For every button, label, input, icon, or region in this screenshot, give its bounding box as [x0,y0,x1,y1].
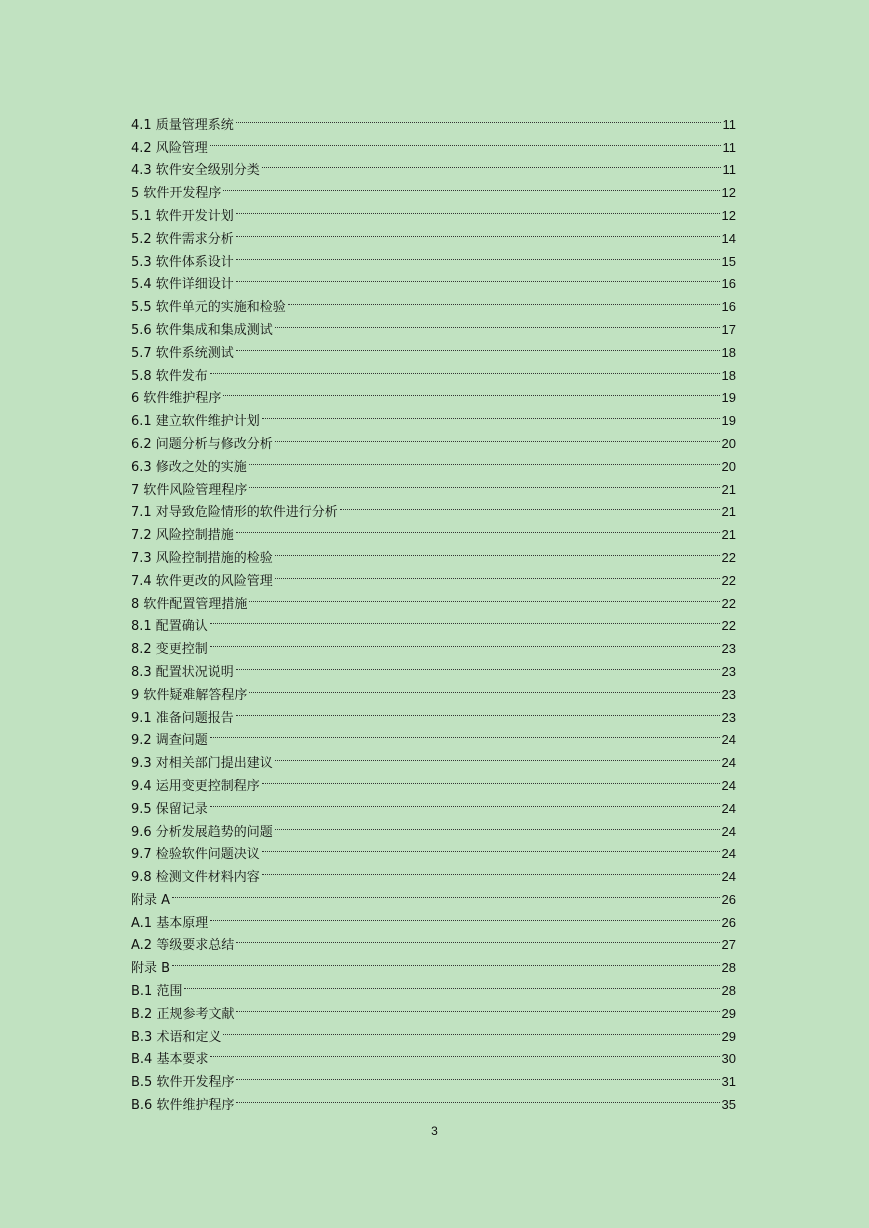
toc-entry[interactable] [131,813,736,840]
toc-entry-title: 7.3 风险控制措施的检验 [131,550,273,566]
toc-entry-page: 23 [721,686,736,702]
toc-entry-page: 22 [721,549,736,565]
toc-entry[interactable] [131,949,736,977]
table-of-contents [131,106,736,1114]
toc-entry[interactable] [131,904,736,931]
toc-dot-leader [236,106,721,129]
toc-entry-title: 4.2 风险管理 [131,140,208,156]
toc-entry-page: 26 [721,914,736,930]
toc-dot-leader [236,516,720,539]
toc-entry[interactable] [131,722,736,749]
toc-entry-title: 7.1 对导致危险情形的软件进行分析 [131,505,338,521]
toc-dot-leader [210,1041,719,1064]
toc-dot-leader [275,744,720,767]
toc-dot-leader [223,174,719,197]
toc-entry-title: 附录 B [131,961,171,977]
toc-entry-page: 15 [721,253,736,269]
toc-entry-title: 5.6 软件集成和集成测试 [131,322,273,338]
toc-dot-leader [172,881,720,904]
toc-entry-title: 4.1 质量管理系统 [131,117,234,133]
toc-dot-leader [236,334,720,357]
toc-dot-leader [210,630,720,653]
toc-entry[interactable] [131,152,736,179]
toc-entry-page: 17 [721,321,736,337]
toc-entry-title: 5.7 软件系统测试 [131,345,234,361]
toc-entry-title: 9.8 检测文件材料内容 [131,870,260,886]
toc-dot-leader [249,676,719,699]
toc-entry-page: 24 [721,869,736,885]
toc-entry-title: 7 软件风险管理程序 [131,482,248,498]
toc-entry-page: 12 [721,207,736,223]
toc-entry-title: 6.1 建立软件维护计划 [131,414,260,430]
toc-entry-title: B.1 范围 [131,984,183,1000]
toc-entry-page: 22 [721,572,736,588]
toc-dot-leader [184,972,719,995]
toc-entry-title: 7.2 风险控制措施 [131,528,234,544]
toc-entry-page: 24 [721,777,736,793]
toc-dot-leader [210,904,719,927]
toc-dot-leader [249,585,719,608]
toc-entry-title: 5.4 软件详细设计 [131,277,234,293]
toc-entry[interactable] [131,653,736,680]
toc-dot-leader [223,380,719,403]
toc-entry-page: 24 [721,846,736,862]
toc-dot-leader [210,129,721,152]
toc-entry-title: 9.6 分析发展趋势的问题 [131,824,273,840]
toc-entry-title: 6.2 问题分析与修改分析 [131,436,273,452]
toc-dot-leader [262,152,721,175]
toc-entry-page: 18 [721,344,736,360]
toc-dot-leader [236,927,719,950]
toc-dot-leader [210,790,720,813]
toc-entry-title: 8.3 配置状况说明 [131,664,234,680]
toc-dot-leader [236,995,719,1018]
toc-entry[interactable] [131,995,736,1022]
toc-entry-page: 21 [721,527,736,543]
toc-dot-leader [249,471,719,494]
toc-dot-leader [249,448,720,471]
toc-entry-page: 23 [721,641,736,657]
toc-entry-page: 31 [721,1074,736,1090]
toc-entry-title: 9.2 调查问题 [131,733,208,749]
toc-entry[interactable] [131,630,736,658]
toc-entry-page: 26 [721,891,736,907]
toc-entry-title: 5.8 软件发布 [131,368,208,384]
toc-entry-title: 9 软件疑难解答程序 [131,687,248,703]
toc-entry-title: 5 软件开发程序 [131,186,222,202]
toc-entry-title: 8.1 配置确认 [131,619,208,635]
toc-entry-title: B.3 术语和定义 [131,1029,222,1045]
toc-dot-leader [210,608,720,631]
toc-entry[interactable] [131,744,736,772]
toc-entry-title: 8 软件配置管理措施 [131,596,248,612]
toc-entry-page: 27 [721,937,736,953]
toc-entry-page: 20 [721,435,736,451]
toc-entry-page: 22 [721,595,736,611]
toc-dot-leader [262,402,720,425]
toc-entry[interactable] [131,881,736,908]
toc-entry-title: 6 软件维护程序 [131,391,222,407]
toc-entry-page: 23 [721,709,736,725]
toc-entry-page: 24 [721,755,736,771]
toc-entry-title: B.2 正规参考文献 [131,1006,235,1022]
toc-entry-page: 11 [722,139,736,155]
toc-dot-leader [275,311,720,334]
toc-entry[interactable] [131,608,736,635]
toc-entry[interactable] [131,357,736,384]
toc-dot-leader [262,836,720,859]
toc-entry-page: 21 [721,504,736,520]
toc-entry-title: 5.2 软件需求分析 [131,231,234,247]
toc-entry-page: 29 [721,1028,736,1044]
toc-dot-leader [275,813,720,836]
toc-entry[interactable] [131,129,736,156]
toc-dot-leader [236,653,720,676]
toc-entry-title: 9.3 对相关部门提出建议 [131,756,273,772]
toc-dot-leader [172,949,719,972]
toc-entry-title: 9.7 检验软件问题决议 [131,847,260,863]
toc-dot-leader [210,357,720,380]
toc-entry-page: 19 [721,390,736,406]
toc-entry-title: A.2 等级要求总结 [131,938,235,954]
toc-entry-title: 4.3 软件安全级别分类 [131,163,260,179]
toc-entry-title: 9.5 保留记录 [131,801,208,817]
toc-entry-title: 5.1 软件开发计划 [131,208,234,224]
toc-dot-leader [236,220,720,243]
toc-entry-title: 7.4 软件更改的风险管理 [131,573,273,589]
toc-entry[interactable] [131,1041,736,1068]
toc-dot-leader [236,197,720,220]
page-number: 3 [431,1124,438,1138]
toc-entry-title: 6.3 修改之处的实施 [131,459,247,475]
toc-entry-page: 16 [721,276,736,292]
toc-entry[interactable] [131,790,736,817]
toc-entry-title: 9.1 准备问题报告 [131,710,234,726]
toc-dot-leader [236,243,720,266]
toc-entry[interactable] [131,972,736,1000]
toc-entry-page: 23 [721,663,736,679]
toc-dot-leader [236,699,720,722]
toc-entry-title: 9.4 运用变更控制程序 [131,778,260,794]
toc-dot-leader [223,1018,719,1041]
toc-entry[interactable] [131,927,736,954]
toc-entry[interactable] [131,106,736,133]
toc-dot-leader [275,425,720,448]
toc-entry-page: 29 [721,1005,736,1021]
toc-entry-page: 18 [721,367,736,383]
toc-entry-page: 21 [721,481,736,497]
toc-entry-page: 35 [721,1097,736,1113]
toc-entry-title: A.1 基本原理 [131,915,209,931]
toc-entry-page: 12 [721,185,736,201]
toc-entry-page: 14 [721,230,736,246]
toc-entry-title: 8.2 变更控制 [131,642,208,658]
toc-dot-leader [236,1063,719,1086]
toc-entry[interactable] [131,1063,736,1091]
toc-dot-leader [340,494,720,517]
toc-entry-page: 28 [721,983,736,999]
toc-entry-page: 11 [722,162,736,178]
toc-entry-page: 30 [721,1051,736,1067]
toc-entry-page: 19 [721,413,736,429]
toc-entry[interactable] [131,380,736,407]
toc-entry-title: 5.5 软件单元的实施和检验 [131,300,286,316]
toc-entry-page: 16 [721,299,736,315]
toc-entry-title: 5.3 软件体系设计 [131,254,234,270]
toc-dot-leader [236,266,720,289]
toc-entry-page: 24 [721,732,736,748]
toc-dot-leader [262,767,720,790]
toc-dot-leader [275,539,720,562]
toc-entry-title: B.5 软件开发程序 [131,1075,235,1091]
toc-dot-leader [236,1086,719,1109]
toc-dot-leader [262,858,720,881]
toc-entry-page: 24 [721,823,736,839]
toc-entry-page: 20 [721,458,736,474]
toc-dot-leader [288,288,720,311]
toc-entry-title: B.4 基本要求 [131,1052,209,1068]
toc-entry-title: 附录 A [131,892,171,908]
toc-entry-title: B.6 软件维护程序 [131,1098,235,1114]
toc-entry-page: 22 [721,618,736,634]
toc-entry-page: 11 [722,116,736,132]
toc-entry-page: 28 [721,960,736,976]
toc-dot-leader [210,722,720,745]
toc-entry-page: 24 [721,800,736,816]
toc-dot-leader [275,562,720,585]
